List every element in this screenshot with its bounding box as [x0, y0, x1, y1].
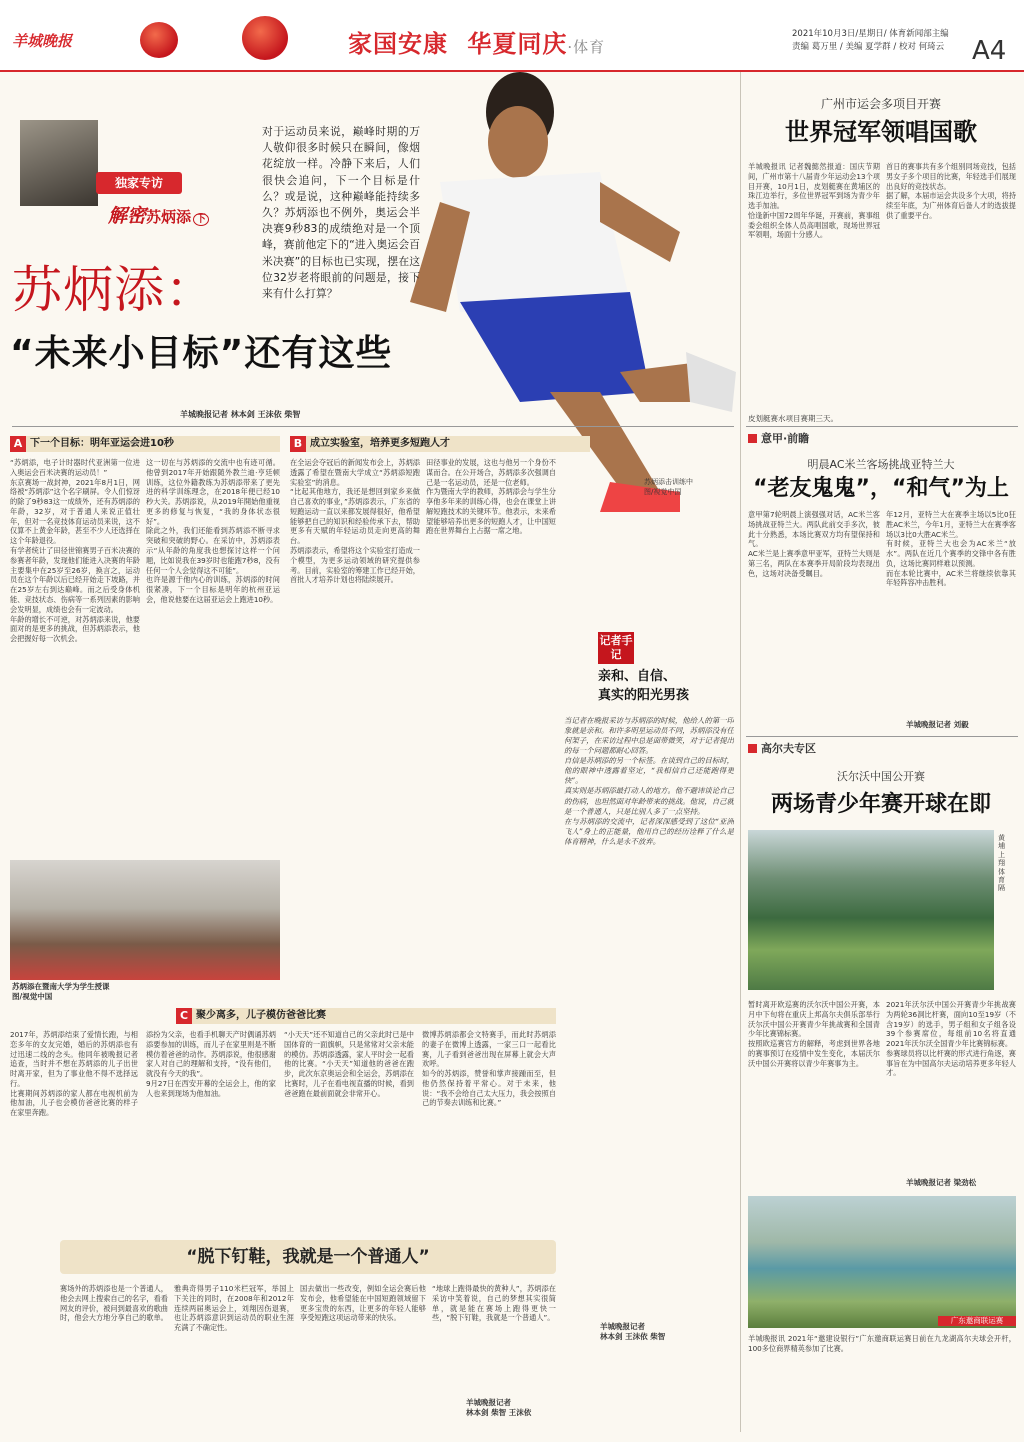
s1-title: 世界冠军领唱国歌 [785, 118, 977, 146]
newspaper-logo: 羊城晚报 [12, 32, 73, 50]
bottom-byline: 羊城晚报记者 林本剑 柴智 王沫依 [466, 1398, 532, 1418]
main-title-line1: 苏炳添： [12, 261, 216, 319]
lantern-decoration [242, 16, 288, 60]
section-c-header [176, 1008, 556, 1024]
section-c-col3: “小天天”还不知道自己的父亲此时已是中国体育的一面旗帜，只是常常对父亲未能的模仿。苏炳添透露，家人平时会一起看他的比赛。“小天天”知道他的爸爸在跑步，此次东京奥运会和全运会，苏炳添在比赛时，儿子在看电视直播的时候，看到爸爸跑在最前面就会非常开心。 [284, 1030, 414, 1098]
s1-bottom-rule [746, 426, 1018, 427]
photo-caption [644, 478, 724, 497]
s1-kicker: 广州市运会多项目开赛 [820, 97, 941, 111]
s1-footnote: 皮划艇赛水项目赛期三天。 [748, 414, 838, 423]
reporter-notes-byline: 羊城晚报记者 林本剑 王沫依 柴智 [600, 1322, 666, 1342]
lantern-decoration [140, 22, 178, 58]
section-c-col1: 2017年，苏炳添结束了爱情长跑，与相恋多年的女友完婚，婚后的苏炳添也有过迅速二线的念头。他同年被晚报记者追查，当时并不想在苏炳添的儿子出世时离开家，但为了事业他不得不选择远行。 比赛期间苏炳添的家人都在电视机前为他加油，儿子也会模仿爸爸比赛的样子在家里奔跑。 [10, 1030, 138, 1118]
s1-col2: 首日的赛事共有多个组别同场竞技，包括男女子多个项目的比赛，年轻选手们展现出良好的竞技状态。 据了解，本届市运会共设多个大项，将持续至年底，为广州体育后备人才的选拔提供了重要平台。 [886, 162, 1016, 220]
section-title: 聚少离多，儿子模仿爸爸比赛 [196, 1010, 326, 1021]
section-a-col2: 这一切在与苏炳添的交流中也有迹可循。他曾到2017年开始跟随外教兰迪·亨廷顿训练，这位外籍教练为苏炳添带来了更先进的科学训练理念，在2018年便已经10秒大关。苏炳添说，从2019年開始他重视更多的修复与恢复，“我的身体状态很好”。 除此之外，我们还能看到苏炳添不断寻求突破和突破的野心。在采访中，苏炳添表示“从年龄的角度我也想探讨这样一个问题，比如说我在39岁时也能跑7秒8，没有任何一个人会觉得这不可能”。 也许是源于他内心的训练，苏炳添的时间很紧凑，下一个目标是明年的杭州亚运会，他说他要在这届亚运会上跑进10秒。 [146, 458, 280, 604]
section-badge: C [176, 1008, 192, 1024]
s3-col1: 暂时离开欧巡赛的沃尔沃中国公开赛，本月中下旬将在重庆上邦高尔夫俱乐部举行沃尔沃中国公开赛青少年挑战赛和全国青少年比赛锦标赛。 按照欧巡赛官方的解释，考虑到世界各地的赛事预订在疫情中发生变化，本届沃尔沃中国公开赛将以青少年赛事为主。 [748, 1000, 880, 1068]
quote-text: “脱下钉鞋，我就是一个普通人” [186, 1247, 430, 1267]
classroom-photo [10, 860, 280, 980]
s2-bottom-rule [746, 736, 1018, 737]
section-b-col1: 在全运会夺冠后的新闻发布会上，苏炳添透露了希望在暨南大学成立“苏炳添短跑实验室”的消息。 “比起其他地方，我还是想回到家乡来做自己喜欢的事业，”苏炳添表示，广东省的短跑运动一直以来都发展得很好，他希望能够把自己的知识和经验传承下去，帮助更多有天赋的年轻运动员走向更高的舞台。 苏炳添表示，希望将这个实验室打造成一个模型，为更多运动领域的研究提供参考。目前，实验室的筹建工作已经开始，首批人才培养计划也将陆续展开。 [290, 458, 420, 585]
issue-meta [792, 28, 949, 54]
reporter-notes-text: 当记者在晚报采访与苏炳添的时候，他给人的第一印象就是亲和。和许多明星运动员不同，苏炳添没有任何架子，在采访过程中总是面带微笑，对于记者提出的每一个问题都耐心回答。 自信是苏炳添的另一个标签。在谈到自己的目标时，他的眼神中透露着坚定，“我相信自己还能跑得更快”。 真实则是苏炳添最打动人的地方。他不避讳谈论自己的伤病，也坦然面对年龄带来的挑战。他说，自己就是一个普通人，只是比别人多了一点坚持。 在与苏炳添的交流中，记者深深感受到了这位“亚洲飞人”身上的正能量，他用自己的经历诠释了什么是体育精神，什么是永不放弃。 [564, 716, 734, 846]
bottom-col4: “地球上跑得最快的黄种人”，苏炳添在采访中笑着说，自己的梦想其实很简单，就是能在赛场上跑得更快一些，“脱下钉鞋，我就是一个普通人”。 [432, 1284, 556, 1323]
column-divider [740, 72, 741, 1432]
golf-photo-side-caption: 黄埔上翔体育隔 [998, 834, 1005, 893]
header-slogan [348, 28, 605, 61]
caption-text: 苏炳添击训练中 图/视觉中国 [644, 478, 693, 496]
section-title: 成立实验室，培养更多短跑人才 [310, 438, 450, 449]
bottom-col3: 国去做出一些改变，例如全运会赛后他发布会，他希望能在中国短跑领域留下更多宝贵的东西，让更多的年轻人能够享受短跑这项运动带来的快乐。 [300, 1284, 426, 1323]
editors-line: 责编 葛万里 / 美编 夏学群 / 校对 何琦云 [792, 41, 945, 52]
s3-kicker: 沃尔沃中国公开赛 [837, 770, 925, 783]
s2-col1: 意甲第7轮明晨上演强强对话，AC米兰客场挑战亚特兰大。两队此前交手多次，彼此十分熟悉，本场比赛双方均有望保持和气。 AC米兰是上赛季意甲亚军，亚特兰大则是第三名，两队在本赛季开局阶段均表现出色，这场对决备受瞩目。 [748, 510, 880, 578]
classroom-photo-caption: 苏炳添在暨南大学为学生授课 图/视觉中国 [12, 982, 110, 1002]
section-c-col4: 微博苏炳添都会文特赛手，而此时苏炳添的妻子在微博上透露，一家三口一起看比赛，儿子看到爸爸出现在屏幕上就会大声欢呼。 如今的苏炳添，赞誉和掌声接踵而至，但他仍然保持着平常心。对于未来，他说：“我不会给自己太大压力，我会按照自己的节奏去训练和比赛。” [422, 1030, 556, 1108]
golf-group-photo-caption: 广东邀商联运赛 [938, 1316, 1016, 1326]
s2-col2: 年12月，亚特兰大在赛季主场以5比0狂胜AC米兰，今年1月，亚特兰大在赛季客场以3比0大胜AC米兰。 有时候，亚特兰大也会为AC米兰“放水”。两队在近几个赛季的交锋中各有胜负，这场比赛同样难以预测。 而在本轮比赛中，AC米兰将继续依靠其年轻阵容冲击胜利。 [886, 510, 1016, 588]
s2-title: “老友鬼鬼”，“和气”为上 [753, 476, 1009, 501]
page-header [0, 0, 1024, 72]
section-b-header [290, 436, 590, 452]
exclusive-tag: 独家专访 [96, 172, 182, 194]
series-a: 解密 [108, 205, 147, 227]
main-byline: 羊城晚报记者 林本剑 王沫依 柴智 [180, 410, 301, 419]
s1-col1: 羊城晚报讯 记者魏懿然报道：国庆节期间，广州市第十八届青少年运动会13个项目开赛，10月1日，皮划艇赛在黄埔区的珠江边举行，多位世界冠军到场为青少年选手加油。 恰逢新中国72周年华诞，开赛前，赛事组委会组织全体人员高唱国歌，现场世界冠军领唱，场面十分感人。 [748, 162, 880, 240]
bottom-col1: 赛场外的苏炳添也是一个普通人，他会去网上搜索自己的名字，看看网友的评价，被问到最喜欢的歌曲时，他会大方地分享自己的歌单。 [60, 1284, 168, 1323]
section-b-col2: 田径事业的发展，这也与他另一个身份不谋而合。在公开场合，苏炳添多次强调自己是一名运动员，还是一位老师。 作为暨南大学的教师，苏炳添会与学生分享他多年来的训练心得，也会在课堂上讲解短跑技术的关键环节。他表示，未来希望能够培养出更多的短跑人才，让中国短跑在世界舞台上占据一席之地。 [426, 458, 556, 536]
section-badge: B [290, 436, 306, 452]
s2-tag: 意甲·前瞻 [748, 432, 809, 447]
reporter-notes-title: 亲和、自信、 真实的阳光男孩 [598, 669, 690, 703]
slogan-part: 家国安康 [348, 29, 448, 58]
page-number: A4 [972, 36, 1007, 66]
s3-tag: 高尔夫专区 [748, 742, 816, 757]
series-b: 苏炳添 [146, 208, 192, 226]
section-a-header [10, 436, 280, 452]
section-a-col1: “苏炳添，电子计时器时代亚洲第一位进入奥运会百米决赛的运动员！” 东京赛场一战封神，2021年8月1日，网络被“苏炳添”这个名字刷屏。令人们惊讶的除了9秒83这一成绩外，还有苏炳添的年龄，32岁，对于普通人来说正值壮年，但对一名竞技体育运动员来说，这不仅算不上黄金年龄，甚至不少人还选择在这个年龄退役。 有学者统计了田径世锦赛男子百米决赛的参赛者年龄，发现他们能进入决赛的年龄主要集中在25岁至26岁，换言之，运动员在这个年龄以后已经开始走下坡路，并在25岁左右到达巅峰。而之后受身体机能、竞技状态、伤病等一系列因素的影响会发明显，成绩也会有一定波动。 年龄的增长不可逆，对苏炳添来说，他要面对的是更多的挑战，但苏炳添表示，他会把握好每一次机会。 [10, 458, 140, 644]
section-badge: A [10, 436, 26, 452]
intro-paragraph: 对于运动员来说，巅峰时期的万人敬仰很多时候只在瞬间，像烟花绽放一样。冷静下来后，人们很快会追问，下一个目标是什么？或是说，这种巅峰能持续多久？苏炳添也不例外，奥运会半决赛9秒83的成绩绝对是一个顶峰，赛前他定下的“进入奥运会百米决赛”的目标也已实现，摆在这位32岁老将眼前的问题是，接下来有什么打算？ [262, 125, 420, 300]
title-underline [12, 426, 734, 427]
golf-group-photo [748, 1196, 1016, 1328]
s2-byline: 羊城晚报记者 刘毅 [906, 720, 969, 729]
s2-kicker: 明晨AC米兰客场挑战亚特兰大 [807, 458, 955, 471]
series-c: 下 [193, 213, 209, 226]
section-c-col2: 添扮为父亲，也看手机聊天产时偶诵苏炳添要参加的训练，而儿子在家里则是不断模仿着爸爸的动作。苏炳添说，他很感谢家人对自己的理解和支持，“没有他们，就没有今天的我”。 9月27日在西安开幕的全运会上，他的家人也来到现场为他加油。 [146, 1030, 276, 1098]
reporter-notes-tag: 记者手记 [598, 632, 634, 664]
s3-byline: 羊城晚报记者 梁劲松 [906, 1178, 977, 1187]
slogan-part: 华夏同庆 [467, 29, 568, 58]
issue-date: 2021年10月3日/星期日/ 体育新闻部主编 [792, 29, 949, 39]
s3-col3: 羊城晚报讯 2021年“邀建设银行”广东邀商联运赛日前在九龙湖高尔夫球会开杆，100多位商界精英参加了比赛。 [748, 1334, 1016, 1353]
section-label: ·体育 [567, 38, 606, 56]
interview-photo [20, 120, 98, 206]
quote-banner [60, 1240, 556, 1274]
s3-title: 两场青少年赛开球在即 [770, 792, 991, 817]
section-title: 下一个目标：明年亚运会进10秒 [30, 438, 174, 449]
golf-course-photo [748, 830, 994, 990]
s3-col2: 2021年沃尔沃中国公开赛青少年挑战赛为两轮36洞比杆赛，面向10至19岁（不含19岁）的选手，男子组和女子组各设39个参赛席位，每组前10名将直通2021年沃尔沃全国青少年比赛锦标赛。 参赛球员将以比杆赛的形式进行角逐，赛事旨在为中国高尔夫运动培养更多年轻人才。 [886, 1000, 1016, 1078]
main-title-line2: “未来小目标”还有这些 [10, 333, 393, 374]
bottom-col2: 雅典奇得男子110米栏冠军，举国上下关注的同时，在2008年和2012年连续两届奥运会上，刘翔因伤退赛，也让苏炳添意识到运动员的职业生涯充满了不确定性。 [174, 1284, 294, 1333]
series-title [108, 204, 209, 230]
